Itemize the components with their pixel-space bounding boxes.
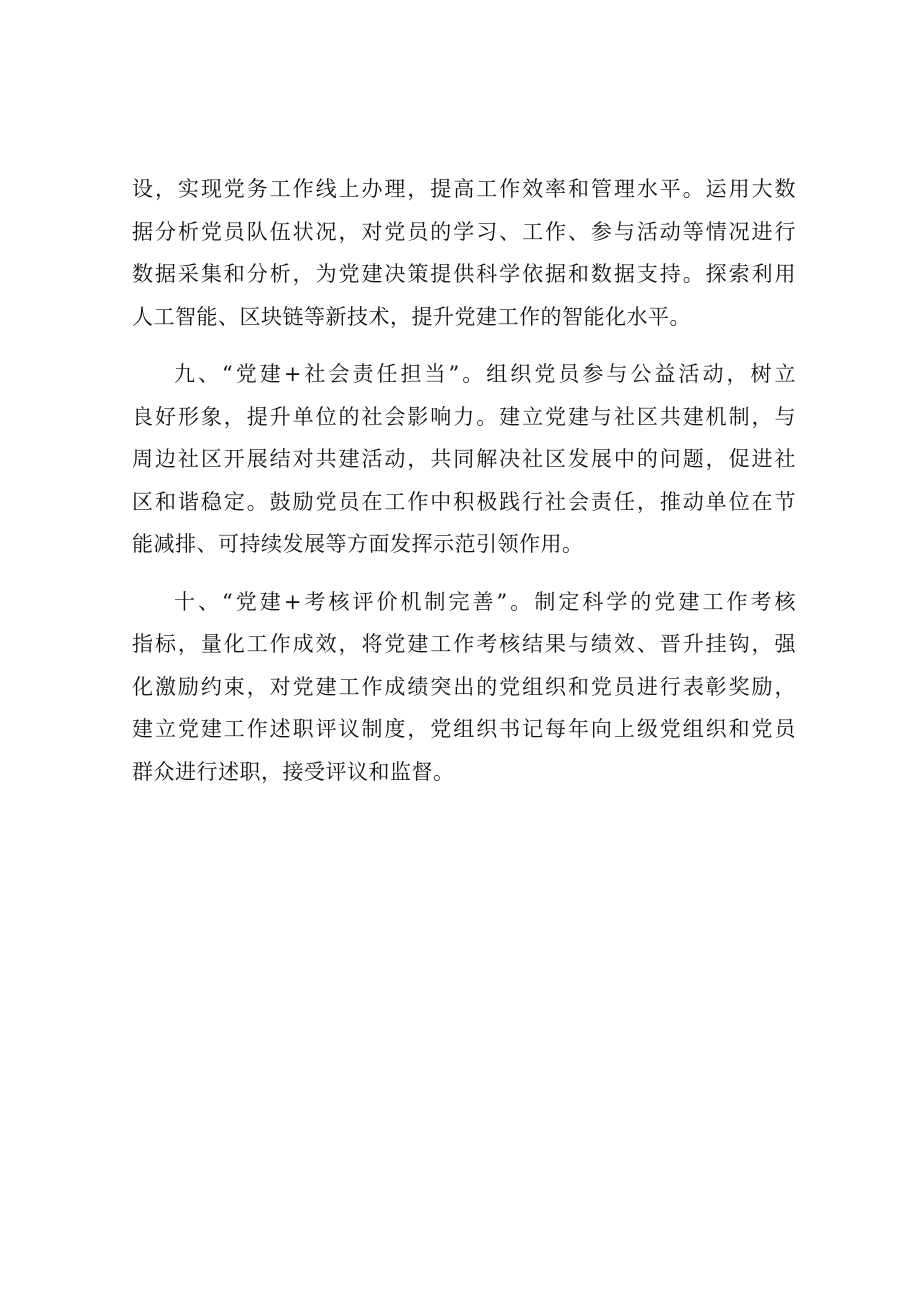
paragraph-item-10 bbox=[132, 581, 796, 794]
text-line: 人工智能、区块链等新技术，提升党建工作的智能化水平。 bbox=[132, 304, 691, 329]
paragraph-continuation bbox=[132, 168, 796, 338]
paragraph-item-9 bbox=[132, 353, 796, 566]
text-line: 十、“党建+考核评价机制完善”。制定科学的党建工作考核 bbox=[174, 589, 796, 614]
text-line: 化激励约束，对党建工作成绩突出的党组织和党员进行表彰奖励， bbox=[132, 674, 796, 699]
text-line: 指标，量化工作成效，将党建工作考核结果与绩效、晋升挂钩，强 bbox=[132, 632, 796, 656]
text-line: 周边社区开展结对共建活动，共同解决社区发展中的问题，促进社 bbox=[132, 447, 796, 471]
text-line: 区和谐稳定。鼓励党员在工作中积极践行社会责任，推动单位在节 bbox=[132, 489, 796, 514]
document-body bbox=[132, 168, 796, 808]
text-line: 建立党建工作述职评议制度，党组织书记每年向上级党组织和党员 bbox=[132, 717, 796, 741]
text-line: 据分析党员队伍状况，对党员的学习、工作、参与活动等情况进行 bbox=[132, 219, 796, 244]
text-line: 九、“党建+社会责任担当”。组织党员参与公益活动，树立 bbox=[174, 362, 796, 386]
text-line: 设，实现党务工作线上办理，提高工作效率和管理水平。运用大数 bbox=[132, 177, 796, 201]
text-line: 群众进行述职，接受评议和监督。 bbox=[132, 759, 455, 784]
text-line: 数据采集和分析，为党建决策提供科学依据和数据支持。探索利用 bbox=[132, 262, 796, 286]
text-line: 能减排、可持续发展等方面发挥示范引领作用。 bbox=[132, 532, 584, 556]
text-line: 良好形象，提升单位的社会影响力。建立党建与社区共建机制，与 bbox=[132, 404, 796, 429]
